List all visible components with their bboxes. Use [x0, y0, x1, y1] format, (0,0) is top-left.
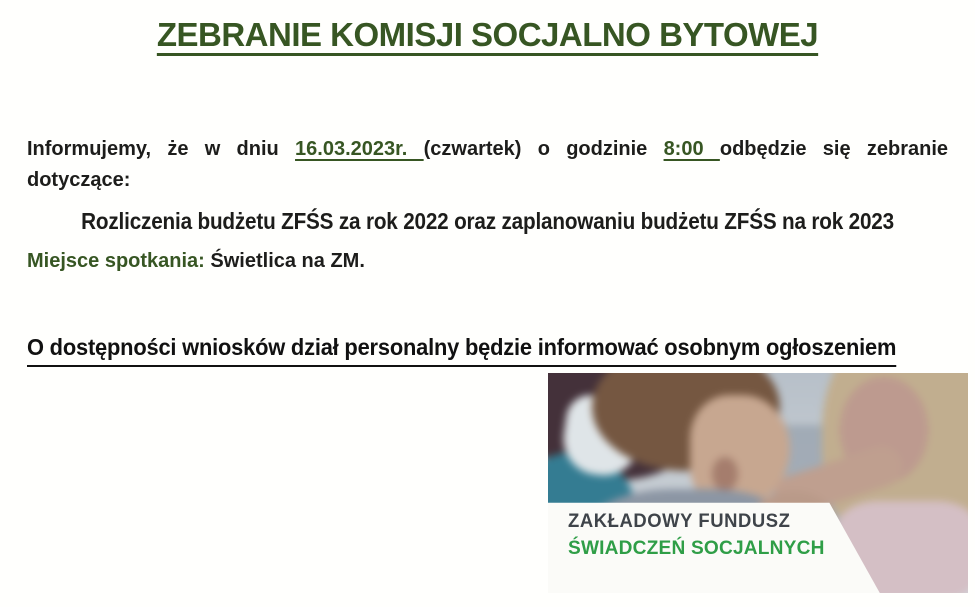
photo-caption-line-2: ŚWIADCZEŃ SOCJALNYCH: [568, 537, 825, 559]
announcement-text-before-date: Informujemy, że w dniu: [27, 138, 296, 160]
announcement-text-after-time: odbędzie się zebranie: [719, 138, 948, 160]
notice-line-text: O dostępności wniosków dział personalny będzie informować osobnym ogłoszeniem: [27, 334, 896, 367]
agenda-line: [0, 208, 975, 235]
meeting-place-value: Świetlica na ZM.: [204, 250, 365, 272]
meeting-place-label: Miejsce spotkania:: [27, 250, 205, 272]
announcement-text-between: (czwartek) o godzinie: [423, 138, 664, 160]
notice-line: [27, 334, 942, 367]
agenda-line-text: Rozliczenia budżetu ZFŚS za rok 2022 oraz zaplanowaniu budżetu ZFŚS na rok 2023: [81, 208, 894, 234]
announcement-paragraph: [27, 134, 948, 196]
announcement-line-2: dotyczące:: [27, 169, 131, 191]
photo-boy-ear: [712, 457, 738, 491]
meeting-time: 8:00: [663, 138, 720, 160]
announcement-line-1: [27, 134, 948, 165]
social-fund-photo: [548, 373, 968, 593]
page-title: [0, 16, 975, 54]
meeting-date: 16.03.2023r.: [295, 138, 424, 160]
page-title-text: ZEBRANIE KOMISJI SOCJALNO BYTOWEJ: [156, 16, 819, 53]
meeting-place: [27, 250, 365, 273]
photo-caption-line-1: ZAKŁADOWY FUNDUSZ: [568, 511, 791, 532]
